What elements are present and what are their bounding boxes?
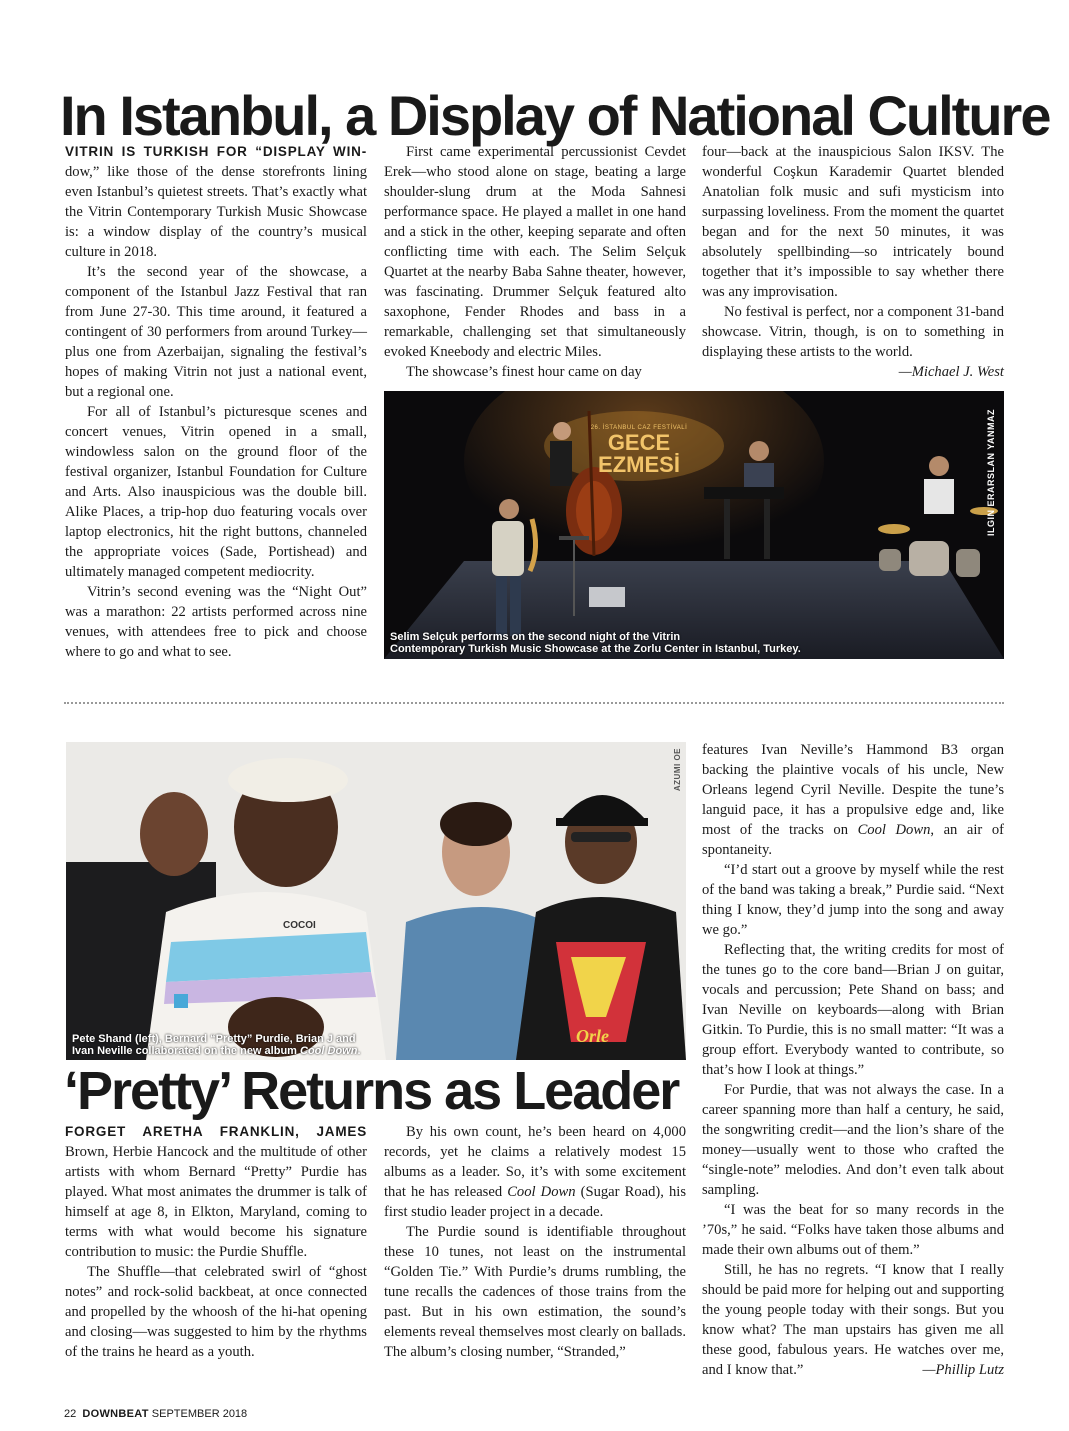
- article2-paragraph: [384, 1122, 686, 1222]
- concert-photo-credit: ILGIN ERARSLAN YANMAZ: [986, 409, 996, 537]
- article2-paragraph-text: , an air of spontaneity.: [702, 822, 1004, 858]
- concert-stage-illustration: [384, 391, 1004, 659]
- page-number: 22: [64, 1408, 77, 1420]
- issue-date: SEPTEMBER 2018: [151, 1408, 248, 1420]
- album-title: Cool Down: [857, 822, 931, 838]
- article2-paragraph: “I was the beat for so many records in the ’70s,” he said. “Folks have taken those albums and made their own albums out of them.”: [702, 1202, 1004, 1258]
- article2-column-1: [65, 1122, 367, 1362]
- caption-line: [72, 1045, 361, 1057]
- article2-paragraph-text: Brown, Herbie Hancock and the multitude of other artists with whom Bernard “Pretty” Purdie has played. What most animates the drummer is talk of himself at age 8, in Elkton, Maryland, coming to terms with what would become his signature contribution to music: the Purdie Shuffle.: [65, 1144, 367, 1260]
- article1-headline: In Istanbul, a Display of National Culture: [60, 84, 1050, 147]
- stage-banner-top: 26. İSTANBUL CAZ FESTİVALİ: [590, 425, 688, 431]
- caption-text: Ivan Neville collaborated on the new album: [72, 1045, 300, 1057]
- caption-text: .: [357, 1045, 361, 1057]
- article1-column-3: [702, 142, 1004, 382]
- article1-paragraph: It’s the second year of the showcase, a component of the Istanbul Jazz Festival that ran from June 27-30. This time around, it featured a contingent of 30 performers from around Turkey—plus one from Azerbaijan, signaling the festival’s hopes of making Vitrin not just a national event, but a regional one.: [65, 264, 367, 400]
- section-divider: [64, 702, 1004, 704]
- article1-paragraph: No festival is perfect, nor a component 31-band showcase. Vitrin, though, is on to something in displaying these artists to the world.: [702, 304, 1004, 360]
- shirt-lettering: Orle: [576, 1026, 609, 1046]
- concert-photo-caption: [390, 631, 801, 655]
- band-portrait-illustration: [66, 742, 686, 1060]
- article1-paragraph: four—back at the inauspicious Salon IKSV. The wonderful Coşkun Karademir Quartet blended Anatolian folk music and sufi mysticism into surpassing loveliness. From the moment the quartet began and for the next 50 minutes, it was absolutely spellbinding—so intricately bound together that it’s impossible to say whether there was any improvisation.: [702, 144, 1004, 300]
- article2-paragraph: Still, he has no regrets. “I know that I really should be paid more for helping out and supporting the young people today with their songs. But you know what? The man upstairs has given me all these good, fabulous years. He watches over me, and I know that.”: [702, 1262, 1004, 1378]
- article2-column-3: [702, 740, 1004, 1380]
- article1-paragraph: For all of Istanbul’s picturesque scenes and concert venues, Vitrin opened in a small, windowless salon on the ground floor of the festival organizer, Istanbul Foundation for Culture and Arts. Also inauspicious was the double bill. Alike Places, a trip-hop duo featuring vocals over laptop electronics, hit the right buttons, channeled the appropriate voices (Sade, Portishead) and ultimately managed competent mediocrity.: [65, 404, 367, 580]
- article1-lead-in: VITRIN IS TURKISH FOR “DISPLAY WIN-: [65, 144, 367, 159]
- shirt-logo: COCOI: [283, 920, 316, 931]
- article2-paragraph-text: features Ivan Neville’s Hammond B3 organ backing the plaintive vocals of his uncle, New Orleans legend Cyril Neville. Despite the tune’s languid pace, it has a propulsive edge and, like most of the tracks on: [702, 742, 1004, 838]
- band-photo-credit: AZUMI OE: [673, 748, 682, 792]
- article2-headline: ‘Pretty’ Returns as Leader: [64, 1061, 679, 1121]
- article2-paragraph: “I’d start out a groove by myself while the rest of the band was taking a break,” Purdie said. “Next thing I know, they’d jump into the song and away we go.”: [702, 862, 1004, 938]
- article2-paragraph: The Shuffle—that celebrated swirl of “ghost notes” and rock-solid backbeat, at once connected and propelled by the whoosh of the hi-hat opening and closing—was suggested to him by the rhythms of the trains he heard as a youth.: [65, 1264, 367, 1360]
- stage-banner: [584, 425, 694, 475]
- article2-byline: —Phillip Lutz: [922, 1362, 1004, 1378]
- caption-line: Selim Selçuk performs on the second night of the Vitrin: [390, 631, 681, 643]
- article1-paragraph: [65, 142, 367, 262]
- band-photo: [66, 742, 686, 1060]
- article1-column-2: [384, 142, 686, 382]
- caption-line: Pete Shand (left), Bernard “Pretty” Purdie, Brian J and: [72, 1033, 356, 1045]
- article1-paragraph: First came experimental percussionist Cevdet Erek—who stood alone on stage, beating a large shoulder-slung drum at the Moda Sahnesi performance space. He played a mallet in one hand and a stick in the other, keeping separate and often conflicting time with each. The Selim Selçuk Quartet at the nearby Baba Sahne theater, however, was fascinating. Drummer Selçuk featured alto saxophone, Fender Rhodes and bass in a remarkable, challenging set that simultaneously evoked Kneebody and electric Miles.: [384, 144, 686, 360]
- article1-paragraph-text: dow,” like those of the dense storefronts lining even Istanbul’s quietest streets. That’s exactly what the Vitrin Contemporary Turkish Music Showcase is: a window display of the country’s musical culture in 2018.: [65, 164, 367, 260]
- concert-photo: [384, 391, 1004, 659]
- caption-album-title: Cool Down: [300, 1045, 358, 1057]
- article2-paragraph: Reflecting that, the writing credits for most of the tunes go to the core band—Brian J on guitar, vocals and percussion; Pete Shand on bass; and Ivan Neville on keyboards—along with Brian Gitkin. To Purdie, this is no small matter: “It was a group effort. Everybody wanted to contribute, so that’s how I look at things.”: [702, 942, 1004, 1078]
- article2-paragraph: For Purdie, that was not always the case. In a career spanning more than half a century, he said, the songwriting credit—and the lion’s share of the money—usually went to those who crafted the “single-note” melodies. And don’t even talk about sampling.: [702, 1082, 1004, 1198]
- stage-banner-sub: EZMESİ: [598, 452, 680, 477]
- article1-paragraph: The showcase’s finest hour came on day: [406, 364, 642, 380]
- page-footer: [64, 1408, 247, 1420]
- article2-column-2: [384, 1122, 686, 1362]
- article1-paragraph: Vitrin’s second evening was the “Night Out” was a marathon: 22 artists performed across nine venues, with attendees free to pick and choose where to go and what to see.: [65, 584, 367, 660]
- article1-byline: —Michael J. West: [898, 364, 1004, 380]
- article2-paragraph: [702, 740, 1004, 860]
- article2-lead-in: FORGET ARETHA FRANKLIN, JAMES: [65, 1124, 367, 1139]
- article1-column-1: [65, 142, 367, 662]
- caption-line: Contemporary Turkish Music Showcase at the Zorlu Center in Istanbul, Turkey.: [390, 643, 801, 655]
- magazine-name: DOWNBEAT: [82, 1408, 149, 1420]
- article2-paragraph-text: By his own count, he’s been heard on 4,000 records, yet he claims a relatively modest 15 albums as a leader. So, it’s with some excitement that he has released: [384, 1124, 686, 1200]
- band-photo-caption: [72, 1033, 361, 1057]
- article2-paragraph-text: (Sugar Road), his first studio leader project in a decade.: [384, 1184, 686, 1220]
- stage-banner-main: GECE: [607, 430, 671, 455]
- article2-paragraph: [65, 1122, 367, 1262]
- article2-paragraph: The Purdie sound is identifiable throughout these 10 tunes, not least on the instrumental “Golden Tie.” With Purdie’s drums rumbling, the tune recalls the cadences of those trains from the past. But in his own estimation, the sound’s elements reveal themselves most clearly on ballads. The album’s closing number, “Stranded,”: [384, 1224, 686, 1360]
- album-title: Cool Down: [507, 1184, 576, 1200]
